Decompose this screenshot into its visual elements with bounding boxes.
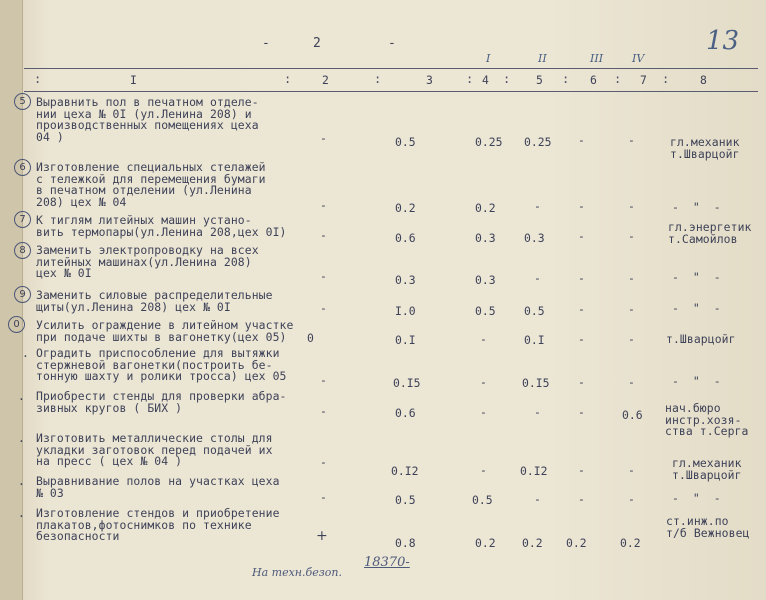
header-rule-bottom	[24, 91, 758, 92]
row-description: Изготовление специальных стелажей с тележкой для перемещения бумаги в печатном отделении (ул.Ленина 208) цех № 04	[36, 160, 266, 209]
cell-col-7: -	[628, 271, 635, 285]
header-col-3: 3	[426, 73, 433, 87]
cell-col-7: 0.6	[622, 408, 643, 422]
cell-col-5: -	[534, 492, 541, 506]
cell-col-7: -	[628, 375, 635, 389]
cell-col-6: -	[578, 375, 585, 389]
header-sep: :	[614, 72, 622, 86]
cell-col-5: 0.I	[524, 333, 545, 347]
cell-col-3: 0.8	[395, 536, 416, 550]
cell-col-7: -	[628, 229, 635, 243]
row-description: Усилить ограждение в литейном участке при подаче шихты в вагонетку(цех 05)	[36, 318, 294, 344]
header-sep: :	[503, 72, 511, 86]
row-description: Оградить приспособление для вытяжки стержневой вагонетки(построить бе- тонную шахту и ролики тросса) цех 05	[36, 346, 287, 383]
cell-col-5: -	[534, 405, 541, 419]
cell-col-7: -	[628, 133, 635, 147]
cell-col-4: 0.3	[475, 273, 496, 287]
cell-responsible: т.Шварцойг	[666, 332, 736, 346]
roman-mark-2: II	[538, 52, 547, 65]
cell-col-2: -	[320, 269, 327, 283]
page-number: 2	[313, 36, 321, 51]
cell-col-4: 0.2	[475, 201, 496, 215]
header-col-1: I	[130, 73, 137, 87]
cell-col-6: -	[578, 332, 585, 346]
cell-col-2: 0	[307, 331, 314, 345]
cell-col-2: -	[320, 373, 327, 387]
header-col-2: 2	[322, 73, 329, 87]
header-col-7: 7	[640, 73, 647, 87]
page-dash-left: -	[262, 36, 270, 51]
cell-col-2: -	[320, 301, 327, 315]
row-description: Приобрести стенды для проверки абра- зивных кругов ( БИХ )	[36, 389, 287, 415]
cell-col-5: 0.5	[524, 304, 545, 318]
header-sep: :	[662, 72, 670, 86]
header-sep: :	[374, 72, 382, 86]
cell-col-5: 0.25	[524, 135, 552, 149]
row-description: Заменить электропроводку на всех литейных машинах(ул.Ленина 208) цех № 0I	[36, 243, 259, 280]
cell-col-7: -	[628, 199, 635, 213]
cell-col-3: 0.I2	[391, 464, 419, 478]
cell-col-6: -	[578, 133, 585, 147]
row-number: 7	[14, 211, 31, 228]
header-rule-top	[24, 68, 758, 69]
roman-mark-1: I	[486, 52, 491, 65]
handwritten-page-number: 13	[706, 26, 740, 56]
row-description: Изготовить металлические столы для укладки заготовок перед подачей их на пресс ( цех № 04 )	[36, 431, 273, 468]
row-description: Изготовление стендов и приобретение плакатов,фотоснимков по технике безопасности	[36, 506, 280, 543]
row-number: 5	[14, 93, 31, 110]
cell-col-7: -	[628, 332, 635, 346]
header-col-8: 8	[700, 73, 707, 87]
header-sep: :	[562, 72, 570, 86]
cell-col-7: -	[628, 463, 635, 477]
cell-col-3: 0.6	[395, 231, 416, 245]
cell-col-2: -	[320, 228, 327, 242]
cell-col-3: 0.2	[395, 201, 416, 215]
cell-col-4: 0.2	[475, 536, 496, 550]
row-number: 6	[14, 159, 31, 176]
header-col-4: 4	[482, 73, 489, 87]
cell-responsible: ст.инж.по т/б Вежновец	[666, 514, 750, 540]
row-bullet: .	[18, 506, 25, 520]
row-bullet: .	[18, 431, 25, 445]
roman-mark-3: III	[590, 52, 604, 65]
cell-col-5: 0.I2	[520, 464, 548, 478]
header-sep: :	[466, 72, 474, 86]
cell-col-6: -	[578, 463, 585, 477]
cell-col-3: 0.I5	[393, 376, 421, 390]
header-col-5: 5	[536, 73, 543, 87]
cell-col-3: 0.6	[395, 406, 416, 420]
cell-col-6: -	[578, 492, 585, 506]
cell-responsible: гл.механик т.Шварцойг	[670, 135, 740, 161]
row-number: 9	[14, 286, 31, 303]
cell-col-4: 0.5	[472, 493, 493, 507]
row-description: К тиглям литейных машин устано- вить термопары(ул.Ленина 208,цех 0I)	[36, 213, 287, 239]
row-description: Выравнить пол в печатном отделе- нии цеха № 0I (ул.Ленина 208) и производственных помещениях цеха 04 )	[36, 95, 259, 144]
cell-col-6: -	[578, 229, 585, 243]
row-description: Заменить силовые распределительные щиты(ул.Ленина 208) цех № 0I	[36, 288, 273, 314]
cell-col-3: 0.5	[395, 493, 416, 507]
handwritten-note: На техн.безоп.	[252, 566, 342, 579]
cell-col-4: 0.25	[475, 135, 503, 149]
cell-responsible: - " -	[672, 374, 721, 388]
row-number: 0	[8, 316, 25, 333]
cell-col-7: 0.2	[620, 536, 641, 550]
cell-responsible: - " -	[672, 200, 721, 214]
cell-col-2: -	[320, 198, 327, 212]
cell-col-5: 0.3	[524, 231, 545, 245]
cell-col-7: -	[628, 492, 635, 506]
cell-col-4: -	[480, 405, 487, 419]
header-sep: :	[284, 72, 292, 86]
header-col-6: 6	[590, 73, 597, 87]
cell-col-2: -	[320, 455, 327, 469]
roman-mark-4: IV	[632, 52, 645, 65]
row-description: Выравнивание полов на участках цеха № 03	[36, 474, 280, 500]
cell-responsible: нач.бюро инстр.хозя- ства т.Серга	[665, 401, 749, 438]
cell-col-4: -	[480, 375, 487, 389]
cell-responsible: гл.энергетик т.Самойлов	[668, 220, 752, 246]
cell-responsible: - " -	[672, 491, 721, 505]
cell-responsible: - " -	[672, 301, 721, 315]
cell-responsible: - " -	[672, 270, 721, 284]
cell-col-3: 0.I	[395, 333, 416, 347]
cell-col-6: -	[578, 271, 585, 285]
cell-col-3: 0.3	[395, 273, 416, 287]
cell-col-4: 0.3	[475, 231, 496, 245]
row-bullet: .	[18, 389, 25, 403]
cell-col-6: -	[578, 199, 585, 213]
cell-col-6: -	[578, 405, 585, 419]
cell-col-5: -	[534, 199, 541, 213]
row-bullet: .	[18, 474, 25, 488]
cell-col-4: 0.5	[475, 304, 496, 318]
cell-col-2: -	[320, 490, 327, 504]
cell-col-6: 0.2	[566, 536, 587, 550]
page-dash-right: -	[388, 36, 396, 51]
cell-col-2: -	[320, 404, 327, 418]
cell-col-7: -	[628, 302, 635, 316]
cell-col-5: -	[534, 271, 541, 285]
cell-col-3: I.0	[395, 304, 416, 318]
cell-col-4: -	[480, 332, 487, 346]
header-sep: :	[34, 72, 42, 86]
row-number: 8	[14, 242, 31, 259]
cell-col-5: 0.I5	[522, 376, 550, 390]
cell-col-2: +	[316, 528, 328, 544]
cell-col-2: -	[320, 131, 327, 145]
cell-responsible: гл.механик т.Шварцойг	[672, 456, 742, 482]
cell-col-5: 0.2	[522, 536, 543, 550]
cell-col-6: -	[578, 302, 585, 316]
row-bullet: .	[22, 346, 29, 360]
handwritten-total: 18370-	[364, 555, 410, 570]
cell-col-4: -	[480, 463, 487, 477]
cell-col-3: 0.5	[395, 135, 416, 149]
